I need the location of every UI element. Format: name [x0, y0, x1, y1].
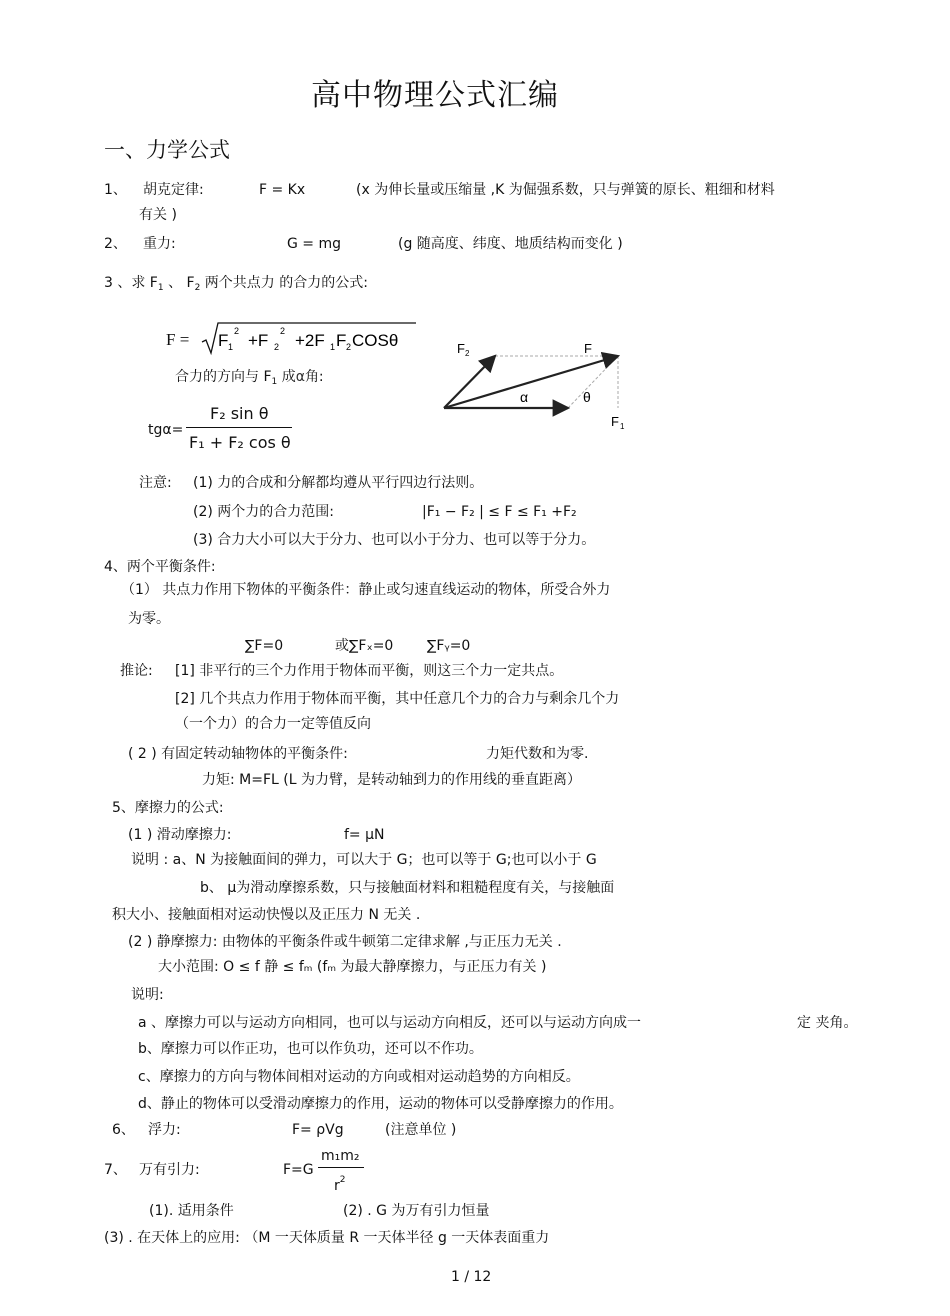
equilibrium-sum-y: ∑Fᵧ=0 [427, 638, 471, 654]
item-number: 6、 [112, 1122, 135, 1138]
formula: F = Kx [259, 182, 306, 198]
svg-text:F: F [336, 331, 347, 350]
item-7-1: (1). 适用条件 [149, 1203, 234, 1219]
item-5-a-end: 定 夹角。 [797, 1015, 858, 1031]
item-4-2: ( 2 ) 有固定转动轴物体的平衡条件: [128, 746, 348, 762]
fraction-line [186, 427, 292, 428]
svg-text:1: 1 [330, 342, 336, 352]
equilibrium-sum-x: 或∑Fₓ=0 [335, 638, 394, 654]
item-name: 万有引力: [139, 1162, 200, 1178]
item-3-heading: 3 、求 $F_1$ 、 $F_2$ 两个共点力 的合力的公式: [104, 275, 368, 293]
item-4-1-cont: 为零。 [128, 611, 170, 627]
torque-line: 力矩: M=FL (L 为力臂，是转动轴到力的作用线的垂直距离） [202, 772, 581, 788]
tg-label: tgα= [148, 422, 184, 438]
svg-text:1: 1 [620, 422, 625, 431]
formula: G = mg [287, 236, 342, 252]
item-note: (注意单位 ) [385, 1122, 457, 1138]
item-4-2-result: 力矩代数和为零. [486, 746, 589, 762]
item-7-3: (3) . 在天体上的应用: （M 一天体质量 R 一天体半径 g 一天体表面重力 [104, 1230, 550, 1246]
inference-1: [1] 非平行的三个力作用于物体而平衡，则这三个力一定共点。 [175, 663, 564, 679]
gravitation-numerator: m₁m₂ [321, 1148, 360, 1164]
note-2-formula: |F₁ − F₂ | ≤ F ≤ F₁ +F₂ [422, 504, 577, 520]
svg-text:2: 2 [346, 342, 352, 352]
svg-text:F: F [584, 341, 592, 356]
svg-text:F: F [611, 414, 619, 429]
svg-text:2: 2 [280, 326, 286, 336]
item-name: 胡克定律: [143, 182, 204, 198]
inference-2: [2] 几个共点力作用于物体而平衡，其中任意几个力的合力与剩余几个力 [175, 691, 620, 707]
item-4-heading: 4、两个平衡条件: [104, 559, 216, 575]
svg-text:2: 2 [234, 326, 240, 336]
tg-numerator: F₂ sin θ [210, 404, 269, 423]
item-5-a: a 、摩擦力可以与运动方向相同，也可以与运动方向相反，还可以与运动方向成一 [138, 1015, 642, 1031]
section-heading: 一、力学公式 [104, 138, 230, 162]
resultant-formula: F = [166, 330, 190, 349]
fraction-line [318, 1167, 364, 1168]
item-number: 1、 [104, 182, 127, 198]
direction-text: 合力的方向与 $F_1$ 成α角: [175, 369, 324, 387]
tg-denominator: F₁ + F₂ cos θ [189, 433, 291, 452]
item-5-d: d、静止的物体可以受滑动摩擦力的作用，运动的物体可以受静摩擦力的作用。 [138, 1096, 623, 1112]
force-diagram [440, 336, 640, 436]
item-name: 浮力: [148, 1122, 181, 1138]
static-friction-range: 大小范围: O ≤ f 静 ≤ fₘ (fₘ 为最大静摩擦力，与正压力有关 ) [158, 959, 547, 975]
item-note: (x 为伸长量或压缩量 ,K 为倔强系数，只与弹簧的原长、粗细和材料 [356, 182, 775, 198]
svg-text:1: 1 [228, 342, 234, 352]
equilibrium-sum: ∑F=0 [245, 638, 284, 654]
page-number: 1 / 12 [451, 1269, 492, 1285]
note-1: (1) 力的合成和分解都均遵从平行四边行法则。 [193, 475, 484, 491]
svg-text:F: F [218, 331, 229, 350]
item-5-c: c、摩擦力的方向与物体间相对运动的方向或相对运动趋势的方向相反。 [138, 1069, 580, 1085]
item-5-2: (2 ) 静摩擦力: 由物体的平衡条件或牛顿第二定律求解 ,与正压力无关 . [128, 934, 562, 950]
svg-text:α: α [520, 389, 529, 405]
svg-text:+2F: +2F [295, 331, 325, 350]
item-number: 2、 [104, 236, 127, 252]
item-name: 重力: [143, 236, 176, 252]
gravitation-denominator: $r^2$ [334, 1175, 346, 1194]
note-label: 注意: [139, 475, 172, 491]
inference-label: 推论: [120, 663, 153, 679]
svg-text:+F: +F [248, 331, 269, 350]
friction-formula: f= μN [344, 827, 385, 843]
item-number: 7、 [104, 1162, 127, 1178]
item-note: (g 随高度、纬度、地质结构而变化 ) [398, 236, 623, 252]
svg-text:COSθ: COSθ [352, 331, 399, 350]
note-2: (2) 两个力的合力范围: [193, 504, 334, 520]
item-7-2: (2) . G 为万有引力恒量 [343, 1203, 490, 1219]
svg-text:2: 2 [274, 342, 280, 352]
svg-text:2: 2 [465, 349, 470, 358]
item-5-b-cont: 积大小、接触面相对运动快慢以及正压力 N 无关 . [112, 907, 421, 923]
gravitation-formula: F=G [283, 1162, 314, 1178]
item-note-cont: 有关 ) [139, 207, 177, 223]
item-5-explain: 说明 : a、N 为接触面间的弹力，可以大于 G；也可以等于 G;也可以小于 G [131, 852, 597, 868]
item-4-1: （1） 共点力作用下物体的平衡条件：静止或匀速直线运动的物体，所受合外力 [121, 582, 611, 598]
page-title: 高中物理公式汇编 [311, 78, 559, 113]
item-5-bb: b、摩擦力可以作正功，也可以作负功，还可以不作功。 [138, 1041, 483, 1057]
note-3: (3) 合力大小可以大于分力、也可以小于分力、也可以等于分力。 [193, 532, 596, 548]
item-5-b: b、 μ为滑动摩擦系数，只与接触面材料和粗糙程度有关，与接触面 [200, 880, 615, 896]
inference-2-cont: （一个力）的合力一定等值反向 [175, 716, 371, 732]
item-5-heading: 5、摩擦力的公式: [112, 800, 224, 816]
item-5-explain-2: 说明: [131, 987, 164, 1003]
buoyancy-formula: F= ρVg [292, 1122, 344, 1138]
svg-text:F: F [457, 341, 465, 356]
radical-sign [200, 320, 420, 356]
item-5-1: (1 ) 滑动摩擦力: [128, 827, 232, 843]
svg-text:θ: θ [583, 389, 591, 405]
